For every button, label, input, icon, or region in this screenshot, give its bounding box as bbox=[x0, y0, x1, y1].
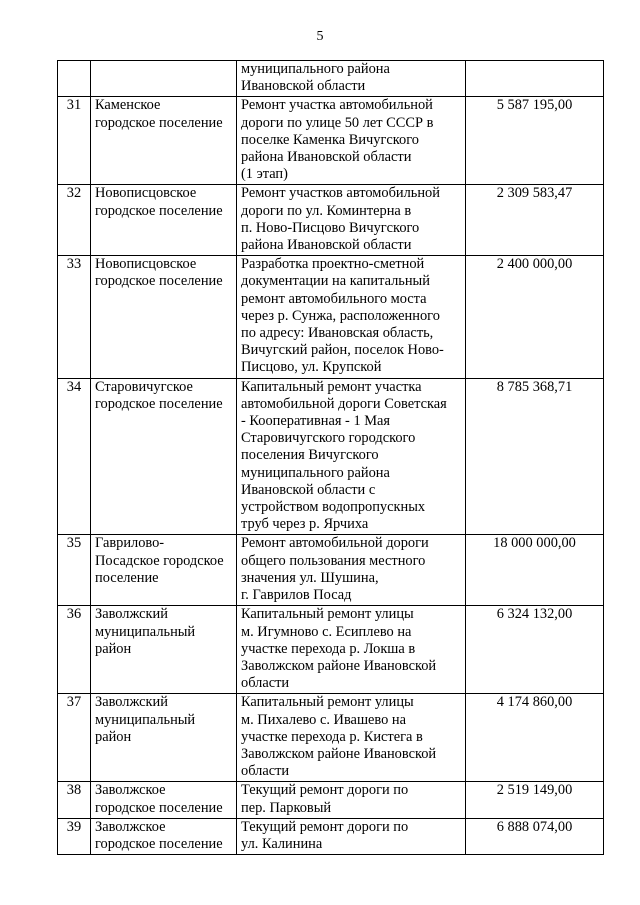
table-row bbox=[58, 818, 604, 854]
amount-cell: 2 400 000,00 bbox=[466, 256, 604, 378]
object-description-line: Текущий ремонт дороги по bbox=[241, 782, 409, 799]
row-number-cell: 33 bbox=[58, 256, 91, 378]
table-row bbox=[58, 782, 604, 818]
municipality-line: городское поселение bbox=[95, 202, 223, 219]
table-body bbox=[58, 61, 604, 855]
object-description-line: общего пользования местного bbox=[241, 552, 426, 569]
municipality-cell bbox=[91, 606, 237, 694]
municipality-line: поселение bbox=[95, 569, 159, 586]
object-description-line: Капитальный ремонт участка bbox=[241, 378, 422, 395]
municipality-line: Новописцовское bbox=[95, 185, 197, 202]
municipality-line: городское поселение bbox=[95, 395, 223, 412]
table-row bbox=[58, 535, 604, 606]
amount-cell: 4 174 860,00 bbox=[466, 694, 604, 782]
object-description-line: поселения Вичугского bbox=[241, 447, 379, 464]
object-description-line: дороги по улице 50 лет СССР в bbox=[241, 114, 434, 131]
municipality-cell bbox=[91, 97, 237, 185]
amount-cell: 2 519 149,00 bbox=[466, 782, 604, 818]
municipality-line: Гаврилово- bbox=[95, 535, 165, 552]
municipality-line: городское поселение bbox=[95, 114, 223, 131]
object-description-line: Ремонт участков автомобильной bbox=[241, 185, 440, 202]
object-description-line: по адресу: Ивановская область, bbox=[241, 325, 434, 342]
municipality-line: городское поселение bbox=[95, 273, 223, 290]
object-description-line: устройством водопропускных bbox=[241, 499, 426, 516]
municipality-line: район bbox=[95, 640, 132, 657]
table-row bbox=[58, 378, 604, 535]
object-description-line: труб через р. Ярчиха bbox=[241, 516, 369, 533]
amount-cell: 6 324 132,00 bbox=[466, 606, 604, 694]
object-description-line: ул. Калинина bbox=[241, 835, 323, 852]
object-description-cell bbox=[237, 97, 466, 185]
object-description-line: Капитальный ремонт улицы bbox=[241, 694, 414, 711]
municipality-line: Новописцовское bbox=[95, 256, 197, 273]
object-description-line: области bbox=[241, 763, 290, 780]
municipality-line: городское поселение bbox=[95, 799, 223, 816]
amount-cell: 8 785 368,71 bbox=[466, 378, 604, 535]
object-description-line: дороги по ул. Коминтерна в bbox=[241, 202, 412, 219]
object-description-line: м. Игумново с. Есиплево на bbox=[241, 623, 412, 640]
municipality-line: Заволжский bbox=[95, 606, 168, 623]
municipality-cell bbox=[91, 185, 237, 256]
object-description-line: Разработка проектно-сметной bbox=[241, 256, 425, 273]
object-description-cell bbox=[237, 61, 466, 97]
object-description-cell bbox=[237, 782, 466, 818]
municipality-cell bbox=[91, 378, 237, 535]
municipality-cell bbox=[91, 818, 237, 854]
object-description-line: района Ивановской области bbox=[241, 237, 412, 254]
object-description-line: Капитальный ремонт улицы bbox=[241, 606, 414, 623]
object-description-line: пер. Парковый bbox=[241, 799, 332, 816]
municipality-cell bbox=[91, 782, 237, 818]
object-description-line: Ивановской области с bbox=[241, 481, 376, 498]
object-description-cell bbox=[237, 185, 466, 256]
municipality-line: Заволжское bbox=[95, 818, 166, 835]
municipality-cell bbox=[91, 61, 237, 97]
object-description-line: через р. Сунжа, расположенного bbox=[241, 307, 440, 324]
object-description-line: района Ивановской области bbox=[241, 149, 412, 166]
table-row bbox=[58, 61, 604, 97]
object-description-line: п. Ново-Писцово Вичугского bbox=[241, 219, 420, 236]
row-number-cell: 32 bbox=[58, 185, 91, 256]
object-description-line: участке перехода р. Локша в bbox=[241, 640, 416, 657]
object-description-line: Ремонт автомобильной дороги bbox=[241, 535, 429, 552]
municipality-line: муниципальный bbox=[95, 711, 196, 728]
object-description-line: Заволжском районе Ивановской bbox=[241, 745, 437, 762]
object-description-line: ремонт автомобильного моста bbox=[241, 290, 427, 307]
table-row bbox=[58, 694, 604, 782]
municipality-cell bbox=[91, 256, 237, 378]
amount-cell: 18 000 000,00 bbox=[466, 535, 604, 606]
amount-cell: 5 587 195,00 bbox=[466, 97, 604, 185]
object-description-line: области bbox=[241, 675, 290, 692]
object-description-line: г. Гаврилов Посад bbox=[241, 587, 352, 604]
row-number-cell: 34 bbox=[58, 378, 91, 535]
municipality-cell bbox=[91, 694, 237, 782]
row-number-cell: 38 bbox=[58, 782, 91, 818]
object-description-line: м. Пихалево с. Ивашево на bbox=[241, 711, 406, 728]
object-description-line: Писцово, ул. Крупской bbox=[241, 359, 382, 376]
row-number-cell: 35 bbox=[58, 535, 91, 606]
object-description-line: участке перехода р. Кистега в bbox=[241, 728, 423, 745]
object-description-line: Вичугский район, поселок Ново- bbox=[241, 342, 444, 359]
municipality-line: Заволжское bbox=[95, 782, 166, 799]
municipality-line: Каменское bbox=[95, 97, 161, 114]
municipality-line: район bbox=[95, 728, 132, 745]
row-number-cell: 37 bbox=[58, 694, 91, 782]
object-description-cell bbox=[237, 694, 466, 782]
object-description-cell bbox=[237, 818, 466, 854]
municipality-line: городское поселение bbox=[95, 835, 223, 852]
object-description-line: муниципального района bbox=[241, 464, 390, 481]
object-description-line: Ремонт участка автомобильной bbox=[241, 97, 433, 114]
object-description-cell bbox=[237, 535, 466, 606]
object-description-cell bbox=[237, 256, 466, 378]
object-description-line: Текущий ремонт дороги по bbox=[241, 818, 409, 835]
row-number-cell: 36 bbox=[58, 606, 91, 694]
municipality-line: Посадское городское bbox=[95, 552, 224, 569]
table-row bbox=[58, 256, 604, 378]
object-description-cell bbox=[237, 606, 466, 694]
object-description-line: - Кооперативная - 1 Мая bbox=[241, 413, 391, 430]
object-description-line: значения ул. Шушина, bbox=[241, 569, 379, 586]
object-description-line: автомобильной дороги Советская bbox=[241, 395, 447, 412]
table-row bbox=[58, 97, 604, 185]
municipality-line: Заволжский bbox=[95, 694, 168, 711]
object-description-cell bbox=[237, 378, 466, 535]
amount-cell: 6 888 074,00 bbox=[466, 818, 604, 854]
municipality-line: муниципальный bbox=[95, 623, 196, 640]
object-description-line: поселке Каменка Вичугского bbox=[241, 131, 419, 148]
object-description-line: документации на капитальный bbox=[241, 273, 430, 290]
object-description-line: (1 этап) bbox=[241, 166, 288, 183]
object-description-line: Старовичугского городского bbox=[241, 430, 416, 447]
municipality-cell bbox=[91, 535, 237, 606]
row-number-cell bbox=[58, 61, 91, 97]
amount-cell bbox=[466, 61, 604, 97]
table-row bbox=[58, 185, 604, 256]
table-row bbox=[58, 606, 604, 694]
municipality-line: Старовичугское bbox=[95, 378, 193, 395]
object-description-line: Заволжском районе Ивановской bbox=[241, 657, 437, 674]
amount-cell: 2 309 583,47 bbox=[466, 185, 604, 256]
row-number-cell: 31 bbox=[58, 97, 91, 185]
object-description-line: муниципального района bbox=[241, 61, 390, 77]
object-description-line: Ивановской области bbox=[241, 78, 366, 95]
row-number-cell: 39 bbox=[58, 818, 91, 854]
page-number: 5 bbox=[316, 29, 324, 44]
budget-table bbox=[57, 60, 604, 855]
